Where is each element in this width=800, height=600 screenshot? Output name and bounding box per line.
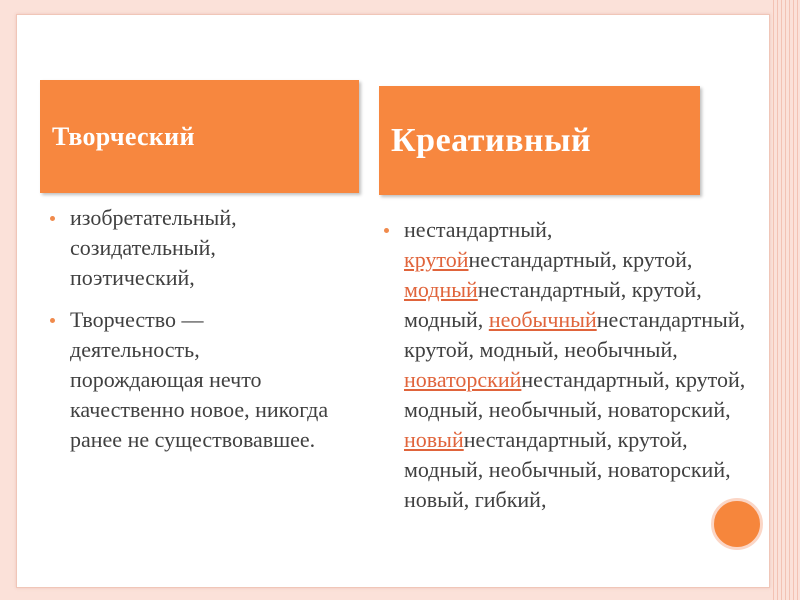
right-intro: нестандартный, [404, 217, 553, 242]
left-bullet-2: Творчество — деятельность, порождающая нечто качественно новое, никогда ранее не существовавшее. [44, 305, 334, 455]
right-column [378, 215, 770, 527]
decorative-stripes [770, 0, 800, 600]
right-bullet [378, 215, 770, 515]
header-kreativnyy [379, 86, 700, 195]
link-novyy[interactable]: новый [404, 427, 464, 452]
left-column [44, 203, 334, 467]
link-krutoy[interactable]: крутой [404, 247, 469, 272]
link-neobychnyy[interactable]: необычный [488, 307, 597, 332]
link-modnyy[interactable]: модный [404, 277, 478, 302]
header-left-label: Творческий [52, 121, 195, 151]
text-after-novatorskiy: нестандартный, крутой, модный, необычный, новаторский, [404, 367, 746, 422]
header-right-label: Креативный [391, 121, 592, 159]
link-novatorskiy[interactable]: новаторский [404, 367, 522, 392]
text-after-neobychnyy: нестандартный, крутой, модный, необычный, [404, 307, 746, 362]
text-after-novyy: нестандартный, крутой, модный, необычный, новаторский, новый, гибкий, [404, 427, 731, 512]
next-slide-circle-icon[interactable] [711, 498, 763, 550]
header-tvorcheskiy [40, 80, 359, 193]
text-after-modnyy: нестандартный, крутой, модный, [404, 277, 702, 332]
left-bullet-1: изобретательный, созидательный, поэтический, [44, 203, 334, 293]
text-after-krutoy: нестандартный, крутой, [468, 247, 693, 272]
